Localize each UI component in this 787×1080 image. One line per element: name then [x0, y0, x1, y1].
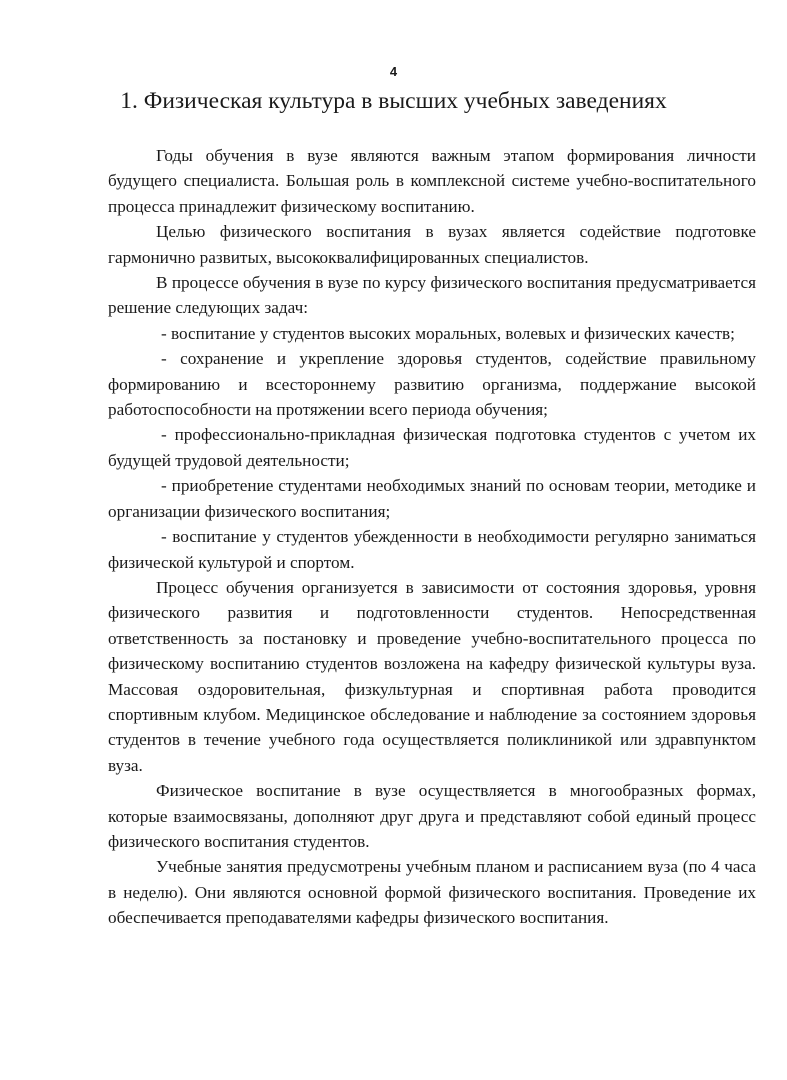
paragraph-tasks-intro: В процессе обучения в вузе по курсу физического воспитания предусматривается решение следующих задач:	[108, 273, 756, 318]
paragraph-goal: Целью физического воспитания в вузах является содействие подготовке гармонично развитых, высококвалифицированных специалистов.	[108, 222, 756, 267]
page-number: 4	[389, 64, 398, 79]
list-item-task: - воспитание у студентов убежденности в необходимости регулярно заниматься физической культурой и спортом.	[108, 527, 756, 572]
list-item-task: - приобретение студентами необходимых знаний по основам теории, методике и организации физического воспитания;	[108, 476, 756, 521]
paragraph-intro: Годы обучения в вузе являются важным этапом формирования личности будущего специалиста. Большая роль в комплексной системе учебно-воспитательного процесса принадлежит физическому воспитанию.	[108, 146, 756, 216]
body-text	[108, 143, 756, 931]
paragraph-classes: Учебные занятия предусмотрены учебным планом и расписанием вуза (по 4 часа в неделю). Они являются основной формой физического воспитания. Проведение их обеспечивается преподавателями кафедры физического воспитания.	[108, 857, 756, 928]
list-item-task: - профессионально-прикладная физическая подготовка студентов с учетом их будущей трудовой деятельности;	[108, 425, 756, 470]
list-item-task: - воспитание у студентов высоких моральных, волевых и физических качеств;	[161, 323, 735, 343]
paragraph-organization: Процесс обучения организуется в зависимости от состояния здоровья, уровня физического развития и подготовленности студентов. Непосредственная ответственность за постановку и проведение учебно-воспитательного процесса по физическому воспитанию студентов возложена на кафедру физической культуры вуза. Массовая оздоровительная, физкультурная и спортивная работа проводится спортивным клубом. Медицинское обследование и наблюдение за состоянием здоровья студентов в течение учебного года осуществляется поликлиникой или здравпунктом вуза.	[108, 577, 756, 775]
paragraph-forms: Физическое воспитание в вузе осуществляется в многообразных формах, которые взаимосвязаны, дополняют друг друга и представляют собой единый процесс физического воспитания студентов.	[108, 781, 756, 851]
section-heading: 1. Физическая культура в высших учебных заведениях	[120, 88, 667, 114]
list-item-task: - сохранение и укрепление здоровья студентов, содействие правильному формированию и всестороннему развитию организма, поддержание высокой работоспособности на протяжении всего периода обучения;	[108, 349, 756, 420]
